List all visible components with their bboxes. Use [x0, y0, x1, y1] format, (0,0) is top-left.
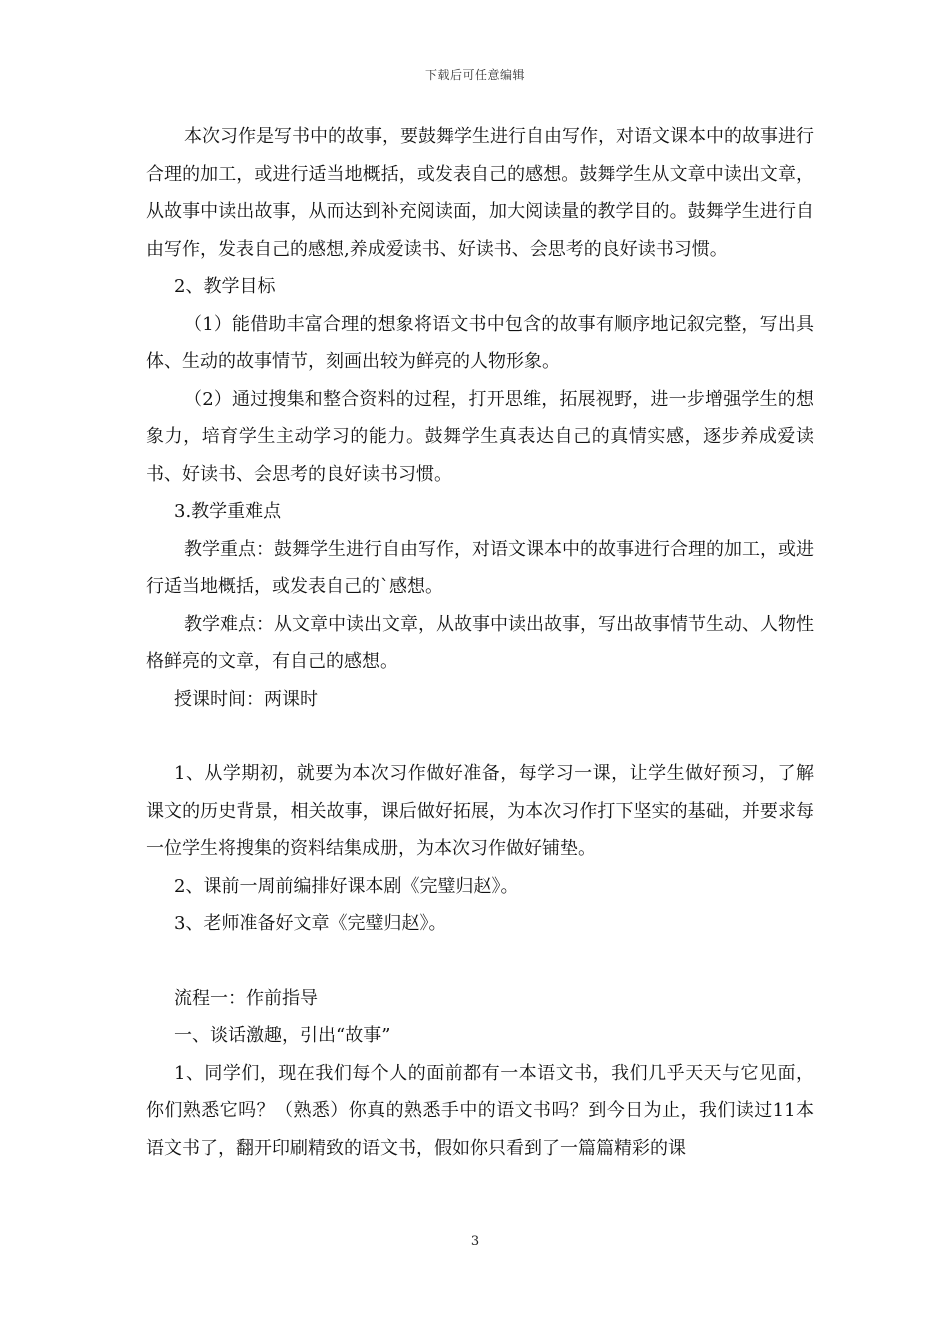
page-header: 下载后可任意编辑 — [424, 68, 525, 82]
blank-line — [146, 718, 814, 755]
paragraph-prep-2: 2、课前一周前编排好课本剧《完璧归赵》。 — [174, 875, 519, 897]
heading-talk-intro: 一、谈话激趣，引出“故事” — [174, 1025, 391, 1046]
paragraph-prep-1: 1、从学期初，就要为本次习作做好准备，每学习一课，让学生做好预习，了解课文的历史背景，相关故事，课后做好拓展，为本次习作打下坚实的基础，并要求每一位学生将搜集的资料结集成册，为本次习作做好铺垫。 — [146, 763, 814, 859]
blank-line — [146, 943, 814, 980]
heading-teaching-goals: 2、教学目标 — [174, 276, 276, 297]
paragraph-talk-1: 1、同学们，现在我们每个人的面前都有一本语文书，我们几乎天天与它见面，你们熟悉它吗？（熟悉）你真的熟悉手中的语文书吗？到今日为止，我们读过11本语文书了，翻开印刷精致的语文书，假如你只看到了一篇篇精彩的课 — [146, 1062, 814, 1159]
paragraph-goal-1: （1）能借助丰富合理的想象将语文书中包含的故事有顺序地记叙完整，写出具体、生动的故事情节，刻画出较为鲜亮的人物形象。 — [146, 313, 814, 372]
heading-key-difficulties: 3.教学重难点 — [174, 501, 282, 522]
page-number: 3 — [470, 1234, 480, 1249]
paragraph-class-time: 授课时间：两课时 — [174, 688, 318, 710]
paragraph-goal-2: （2）通过搜集和整合资料的过程，打开思维，拓展视野，进一步增强学生的想象力，培育学生主动学习的能力。鼓舞学生真表达自己的真情实感，逐步养成爱读书、好读书、会思考的良好读书习惯。 — [146, 388, 814, 485]
paragraph-key-point: 教学重点：鼓舞学生进行自由写作，对语文课本中的故事进行合理的加工，或进行适当地概括，或发表自己的`感想。 — [146, 538, 814, 597]
heading-process-1: 流程一：作前指导 — [174, 987, 318, 1009]
document-body — [146, 118, 814, 1167]
paragraph-difficulty: 教学难点：从文章中读出文章，从故事中读出故事，写出故事情节生动、人物性格鲜亮的文章，有自己的感想。 — [146, 613, 814, 672]
paragraph-intro: 本次习作是写书中的故事，要鼓舞学生进行自由写作，对语文课本中的故事进行合理的加工，或进行适当地概括，或发表自己的感想。鼓舞学生从文章中读出文章，从故事中读出故事，从而达到补充阅读面，加大阅读量的教学目的。鼓舞学生进行自由写作，发表自己的感想,养成爱读书、好读书、会思考的良好读书习惯。 — [146, 126, 814, 260]
paragraph-prep-3: 3、老师准备好文章《完璧归赵》。 — [174, 913, 447, 934]
